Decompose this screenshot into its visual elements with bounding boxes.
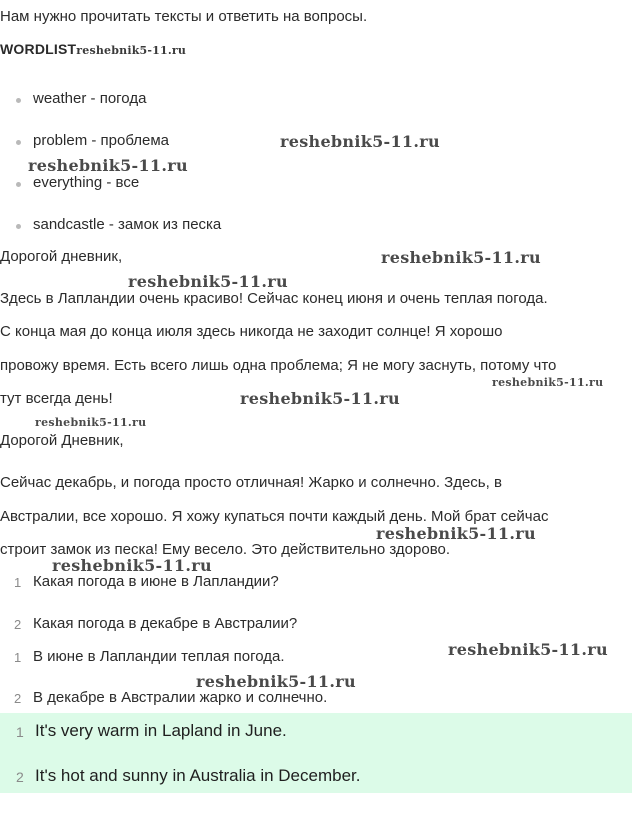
watermark: reshebnik5-11.ru bbox=[448, 640, 608, 659]
watermark: reshebnik5-11.ru bbox=[376, 524, 536, 543]
watermark: reshebnik5-11.ru bbox=[280, 132, 440, 151]
watermark: reshebnik5-11.ru bbox=[52, 556, 212, 575]
intro-text: Нам нужно прочитать тексты и ответить на вопросы. bbox=[0, 8, 368, 25]
question-number: 2 bbox=[14, 617, 22, 632]
watermark: reshebnik5-11.ru bbox=[76, 44, 187, 57]
bullet-icon bbox=[16, 140, 21, 145]
answer-number: 1 bbox=[14, 650, 22, 665]
question-text: Какая погода в июне в Лапландии? bbox=[33, 573, 279, 590]
watermark: reshebnik5-11.ru bbox=[128, 272, 288, 291]
bullet-icon bbox=[16, 224, 21, 229]
bullet-icon bbox=[16, 182, 21, 187]
wordlist-heading bbox=[0, 41, 186, 57]
answer-text: В декабре в Австралии жарко и солнечно. bbox=[33, 689, 328, 706]
watermark: reshebnik5-11.ru bbox=[240, 389, 400, 408]
translation-box bbox=[0, 713, 632, 793]
answer-text: В июне в Лапландии теплая погода. bbox=[33, 648, 285, 665]
watermark: reshebnik5-11.ru bbox=[381, 248, 541, 267]
translation-text: It's hot and sunny in Australia in December. bbox=[35, 766, 361, 785]
watermark: reshebnik5-11.ru bbox=[492, 376, 604, 389]
diary1-line: тут всегда день! bbox=[0, 390, 113, 407]
watermark: reshebnik5-11.ru bbox=[196, 672, 356, 691]
translation-number: 2 bbox=[16, 769, 24, 785]
diary1-line: С конца мая до конца июля здесь никогда не заходит солнце! Я хорошо bbox=[0, 323, 503, 340]
wordlist-item: everything - все bbox=[33, 174, 140, 191]
diary2-line: Сейчас декабрь, и погода просто отличная! Жарко и солнечно. Здесь, в bbox=[0, 474, 502, 491]
answer-number: 2 bbox=[14, 691, 22, 706]
diary2-line: строит замок из песка! Ему весело. Это действительно здорово. bbox=[0, 541, 450, 558]
diary1-greeting: Дорогой дневник, bbox=[0, 248, 123, 265]
diary1-line: Здесь в Лапландии очень красиво! Сейчас конец июня и очень теплая погода. bbox=[0, 290, 548, 307]
wordlist-item: sandcastle - замок из песка bbox=[33, 216, 222, 233]
wordlist-item: weather - погода bbox=[33, 90, 147, 107]
diary1-line: провожу время. Есть всего лишь одна проблема; Я не могу заснуть, потому что bbox=[0, 357, 557, 374]
translation-number: 1 bbox=[16, 724, 24, 740]
translation-text: It's very warm in Lapland in June. bbox=[35, 721, 287, 740]
watermark: reshebnik5-11.ru bbox=[28, 156, 188, 175]
wordlist-item: problem - проблема bbox=[33, 132, 169, 149]
question-text: Какая погода в декабре в Австралии? bbox=[33, 615, 298, 632]
wordlist-title: WORDLIST bbox=[0, 41, 77, 57]
question-number: 1 bbox=[14, 575, 22, 590]
diary2-greeting: Дорогой Дневник, bbox=[0, 432, 124, 449]
diary2-line: Австралии, все хорошо. Я хожу купаться почти каждый день. Мой брат сейчас bbox=[0, 508, 549, 525]
bullet-icon bbox=[16, 98, 21, 103]
watermark: reshebnik5-11.ru bbox=[35, 416, 147, 429]
